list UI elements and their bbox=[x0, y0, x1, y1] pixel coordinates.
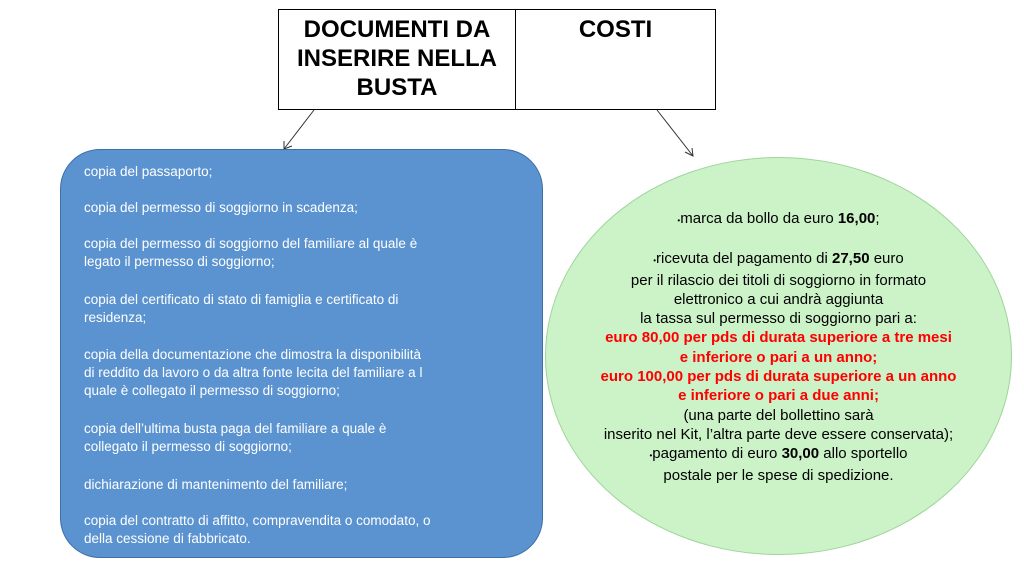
document-item bbox=[56, 476, 504, 494]
bullet-icon: • bbox=[56, 169, 59, 175]
cost-ricevuta-line: per il rilascio dei titoli di soggiorno in formato bbox=[630, 271, 927, 289]
cost-ricevuta bbox=[545, 249, 1012, 270]
cost-postal-amount: 30,00 bbox=[781, 445, 820, 463]
document-item-line: copia del passaporto; bbox=[84, 164, 213, 179]
spacer bbox=[545, 230, 1012, 249]
document-item-line: quale è collegato il permesso di soggiorno; bbox=[84, 383, 340, 398]
document-item-line: copia del certificato di stato di famiglia e certificato di bbox=[84, 292, 399, 307]
bullet-icon: • bbox=[56, 422, 61, 436]
document-item-line: legato il permesso di soggiorno; bbox=[84, 254, 275, 269]
bullet-icon: • bbox=[649, 451, 653, 461]
document-item-line: della cessione di fabbricato. bbox=[84, 531, 251, 546]
document-item-line: copia del permesso di soggiorno in scadenza; bbox=[84, 200, 358, 215]
document-item-line: collegato il permesso di soggiorno; bbox=[84, 439, 292, 454]
documents-header-line: DOCUMENTI DA bbox=[303, 16, 491, 43]
arrow-to-costs bbox=[657, 110, 693, 156]
note-line: inserito nel Kit, l’altra parte deve essere conservata); bbox=[603, 425, 954, 443]
cost-ricevuta-line: elettronico a cui andrà aggiunta bbox=[673, 290, 884, 308]
bullet-icon: • bbox=[653, 256, 657, 266]
arrow-to-documents bbox=[284, 110, 314, 149]
cost-postal bbox=[545, 444, 1012, 465]
note-line: (una parte del bollettino sarà bbox=[683, 406, 874, 424]
document-item-line: residenza; bbox=[84, 310, 147, 325]
cost-bollo bbox=[545, 209, 1012, 230]
bullet-icon: • bbox=[677, 216, 681, 225]
cost-postal-label: pagamento di euro bbox=[652, 445, 782, 463]
document-item-line: copia del contratto di affitto, compravendita o comodato, o bbox=[84, 513, 431, 528]
cost-bollo-suffix: ; bbox=[875, 210, 880, 227]
bullet-icon: • bbox=[56, 293, 61, 307]
tax-line: euro 100,00 per pds di durata superiore a un anno bbox=[600, 368, 957, 386]
documents-header-line: BUSTA bbox=[356, 74, 438, 101]
cost-postal-line: postale per le spese di spedizione. bbox=[663, 466, 894, 484]
cost-bollo-label: marca da bollo da euro bbox=[680, 210, 838, 227]
bullet-icon: • bbox=[56, 518, 59, 524]
document-item-line: copia dell’ultima busta paga del familiare a quale è bbox=[84, 421, 387, 436]
cost-ricevuta-line: la tassa sul permesso di soggiorno pari a: bbox=[640, 310, 917, 328]
document-item-line: copia della documentazione che dimostra la disponibilità bbox=[84, 347, 421, 362]
cost-ricevuta-label: ricevuta del pagamento di bbox=[656, 250, 832, 268]
cost-postal-suffix: allo sportello bbox=[819, 445, 908, 463]
document-item bbox=[56, 235, 504, 271]
document-item-line: di reddito da lavoro o da altra fonte lecita del familiare a l bbox=[84, 365, 423, 380]
documents-header-line: INSERIRE NELLA bbox=[296, 45, 497, 72]
document-item-line: copia del permesso di soggiorno del familiare al quale è bbox=[84, 236, 418, 251]
document-item-line: dichiarazione di mantenimento del familiare; bbox=[84, 477, 348, 492]
tax-line: e inferiore o pari a due anni; bbox=[678, 387, 879, 405]
tax-line: e inferiore o pari a un anno; bbox=[679, 348, 878, 366]
cost-ricevuta-amount: 27,50 bbox=[832, 250, 870, 268]
document-item bbox=[56, 291, 504, 327]
document-item bbox=[56, 199, 504, 217]
bullet-icon: • bbox=[56, 205, 59, 211]
document-item bbox=[56, 420, 504, 456]
bullet-icon: • bbox=[56, 237, 61, 251]
document-item bbox=[56, 346, 504, 400]
cost-ricevuta-suffix: euro bbox=[869, 250, 904, 268]
bullet-icon: • bbox=[56, 478, 61, 492]
cost-bollo-amount: 16,00 bbox=[837, 210, 876, 227]
tax-line: euro 80,00 per pds di durata superiore a tre mesi bbox=[605, 329, 952, 347]
document-item bbox=[56, 163, 504, 181]
bullet-icon: • bbox=[56, 348, 61, 362]
costs-text bbox=[545, 209, 1012, 485]
document-item bbox=[56, 512, 504, 548]
costs-header: COSTI bbox=[578, 16, 653, 43]
